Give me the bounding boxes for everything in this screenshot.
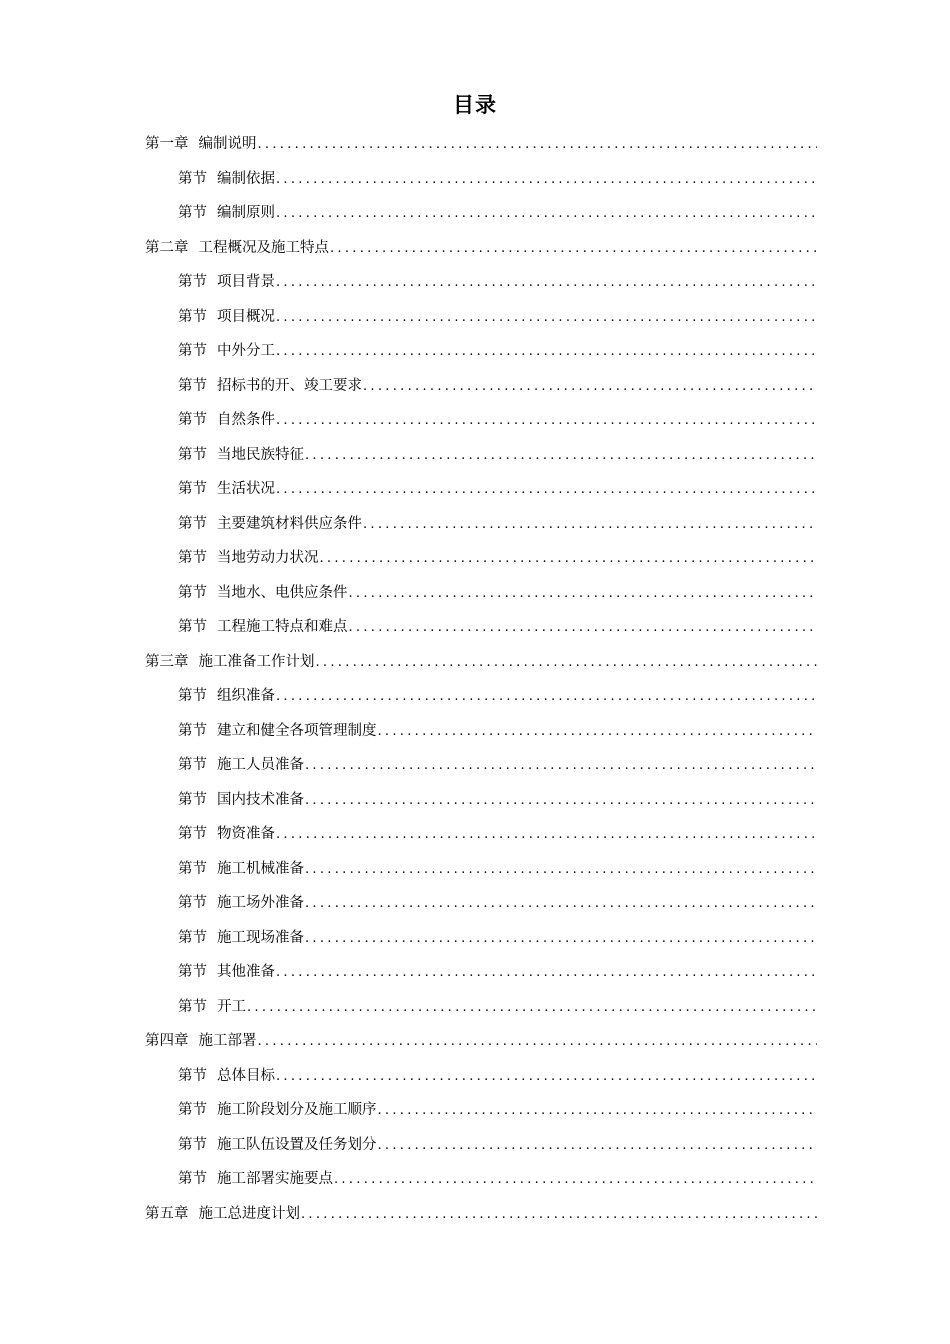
toc-dot-leader xyxy=(305,784,817,819)
toc-dot-leader xyxy=(305,749,817,784)
toc-dot-leader xyxy=(330,232,817,267)
toc-dot-leader xyxy=(305,439,817,474)
toc-dot-leader xyxy=(305,922,817,957)
toc-entry-number: 第节 xyxy=(178,446,207,463)
toc-dot-leader xyxy=(276,1060,817,1095)
toc-dot-leader xyxy=(334,1163,817,1198)
toc-section-entry[interactable] xyxy=(145,1128,817,1163)
toc-section-entry[interactable] xyxy=(145,162,817,197)
toc-entry-number: 第节 xyxy=(178,688,207,704)
toc-entry-number: 第节 xyxy=(178,1136,207,1153)
toc-section-entry[interactable] xyxy=(145,817,817,852)
toc-entry-number: 第节 xyxy=(178,308,207,325)
toc-entry-number: 第节 xyxy=(178,619,207,635)
toc-entry-number: 第一章 xyxy=(145,136,189,152)
toc-entry-title: 工程概况及施工特点 xyxy=(198,239,329,256)
toc-chapter-entry[interactable] xyxy=(145,645,817,680)
toc-section-entry[interactable] xyxy=(145,196,817,231)
toc-entry-number: 第二章 xyxy=(145,239,189,256)
toc-dot-leader xyxy=(378,1129,818,1164)
toc-entry-number: 第节 xyxy=(178,274,207,290)
toc-dot-leader xyxy=(276,163,817,198)
toc-dot-leader xyxy=(258,128,818,163)
toc-entry-title: 施工总进度计划 xyxy=(198,1205,300,1222)
toc-entry-title: 施工现场准备 xyxy=(217,929,304,946)
toc-entry-number: 第节 xyxy=(178,722,207,739)
toc-entry-title: 施工准备工作计划 xyxy=(198,653,315,670)
toc-dot-leader xyxy=(276,197,817,232)
toc-dot-leader xyxy=(276,404,817,439)
toc-dot-leader xyxy=(349,611,818,646)
toc-entry-title: 施工部署实施要点 xyxy=(217,1171,333,1187)
toc-chapter-entry[interactable] xyxy=(145,1197,817,1232)
toc-dot-leader xyxy=(276,956,817,991)
toc-chapter-entry[interactable] xyxy=(145,1024,817,1059)
toc-entry-number: 第节 xyxy=(178,343,207,359)
toc-section-entry[interactable] xyxy=(145,679,817,714)
toc-entry-title: 开工 xyxy=(217,998,246,1015)
toc-title: 目录 xyxy=(453,93,497,117)
toc-dot-leader xyxy=(378,715,818,750)
toc-entry-title: 当地水、电供应条件 xyxy=(217,584,348,601)
toc-dot-leader xyxy=(316,646,818,681)
toc-section-entry[interactable] xyxy=(145,714,817,749)
toc-entry-title: 总体目标 xyxy=(217,1067,275,1084)
toc-section-entry[interactable] xyxy=(145,507,817,542)
toc-entry-number: 第节 xyxy=(178,515,207,532)
toc-section-entry[interactable] xyxy=(145,334,817,369)
toc-section-entry[interactable] xyxy=(145,265,817,300)
toc-entry-title: 建立和健全各项管理制度 xyxy=(217,722,377,739)
toc-dot-leader xyxy=(301,1198,817,1233)
toc-entry-title: 施工场外准备 xyxy=(217,895,304,911)
toc-dot-leader xyxy=(276,266,817,301)
toc-entry-title: 当地劳动力状况 xyxy=(217,550,319,566)
toc-entry-number: 第节 xyxy=(178,860,207,877)
toc-dot-leader xyxy=(276,335,817,370)
toc-entry-number: 第节 xyxy=(178,170,207,187)
toc-entry-title: 项目概况 xyxy=(217,308,275,325)
toc-entry-number: 第节 xyxy=(178,377,207,394)
toc-dot-leader xyxy=(276,301,817,336)
toc-entry-number: 第节 xyxy=(178,998,207,1015)
toc-section-entry[interactable] xyxy=(145,576,817,611)
toc-entry-number: 第节 xyxy=(178,481,207,497)
toc-dot-leader xyxy=(258,1025,818,1060)
toc-dot-leader xyxy=(305,853,817,888)
toc-entry-number: 第五章 xyxy=(145,1205,189,1222)
toc-entry-number: 第节 xyxy=(178,1171,207,1187)
toc-section-entry[interactable] xyxy=(145,1093,817,1128)
toc-section-entry[interactable] xyxy=(145,748,817,783)
toc-section-entry[interactable] xyxy=(145,783,817,818)
toc-section-entry[interactable] xyxy=(145,886,817,921)
toc-entry-number: 第节 xyxy=(178,826,207,842)
toc-entry-title: 施工阶段划分及施工顺序 xyxy=(217,1102,377,1118)
toc-entry-number: 第节 xyxy=(178,205,207,221)
toc-section-entry[interactable] xyxy=(145,472,817,507)
toc-list xyxy=(145,127,817,1231)
toc-dot-leader xyxy=(363,508,817,543)
toc-dot-leader xyxy=(276,818,817,853)
toc-dot-leader xyxy=(247,991,817,1026)
toc-entry-title: 物资准备 xyxy=(217,826,275,842)
toc-entry-number: 第节 xyxy=(178,929,207,946)
toc-chapter-entry[interactable] xyxy=(145,127,817,162)
toc-section-entry[interactable] xyxy=(145,541,817,576)
toc-dot-leader xyxy=(276,680,817,715)
toc-entry-title: 施工机械准备 xyxy=(217,860,304,877)
toc-entry-title: 项目背景 xyxy=(217,274,275,290)
toc-section-entry[interactable] xyxy=(145,1059,817,1094)
toc-section-entry[interactable] xyxy=(145,955,817,990)
toc-entry-number: 第节 xyxy=(178,964,207,980)
toc-entry-number: 第节 xyxy=(178,584,207,601)
toc-section-entry[interactable] xyxy=(145,990,817,1025)
toc-entry-title: 施工部署 xyxy=(198,1033,257,1049)
toc-entry-title: 生活状况 xyxy=(217,481,275,497)
toc-entry-title: 施工队伍设置及任务划分 xyxy=(217,1136,377,1153)
toc-entry-title: 工程施工特点和难点 xyxy=(217,619,348,635)
toc-section-entry[interactable] xyxy=(145,610,817,645)
toc-section-entry[interactable] xyxy=(145,300,817,335)
toc-entry-title: 编制依据 xyxy=(217,170,275,187)
toc-chapter-entry[interactable] xyxy=(145,231,817,266)
toc-entry-title: 主要建筑材料供应条件 xyxy=(217,515,362,532)
toc-section-entry[interactable] xyxy=(145,1162,817,1197)
toc-entry-title: 编制原则 xyxy=(217,205,275,221)
toc-section-entry[interactable] xyxy=(145,852,817,887)
toc-dot-leader xyxy=(320,542,818,577)
toc-section-entry[interactable] xyxy=(145,369,817,404)
toc-entry-title: 其他准备 xyxy=(217,964,275,980)
toc-dot-leader xyxy=(276,473,817,508)
toc-dot-leader xyxy=(305,887,817,922)
toc-entry-title: 组织准备 xyxy=(217,688,275,704)
toc-entry-number: 第节 xyxy=(178,895,207,911)
toc-section-entry[interactable] xyxy=(145,403,817,438)
toc-entry-title: 当地民族特征 xyxy=(217,446,304,463)
toc-entry-title: 国内技术准备 xyxy=(217,791,304,808)
toc-entry-number: 第节 xyxy=(178,757,207,773)
toc-dot-leader xyxy=(349,577,818,612)
toc-entry-number: 第节 xyxy=(178,791,207,808)
toc-entry-title: 自然条件 xyxy=(217,412,275,428)
toc-entry-title: 中外分工 xyxy=(217,343,275,359)
toc-entry-number: 第节 xyxy=(178,412,207,428)
toc-entry-title: 编制说明 xyxy=(198,136,257,152)
toc-section-entry[interactable] xyxy=(145,921,817,956)
toc-entry-number: 第节 xyxy=(178,550,207,566)
toc-entry-title: 施工人员准备 xyxy=(217,757,304,773)
toc-section-entry[interactable] xyxy=(145,438,817,473)
toc-entry-number: 第节 xyxy=(178,1102,207,1118)
toc-entry-number: 第四章 xyxy=(145,1033,189,1049)
toc-dot-leader xyxy=(378,1094,818,1129)
toc-dot-leader xyxy=(363,370,817,405)
toc-entry-number: 第节 xyxy=(178,1067,207,1084)
toc-entry-number: 第三章 xyxy=(145,653,189,670)
toc-entry-title: 招标书的开、竣工要求 xyxy=(217,377,362,394)
